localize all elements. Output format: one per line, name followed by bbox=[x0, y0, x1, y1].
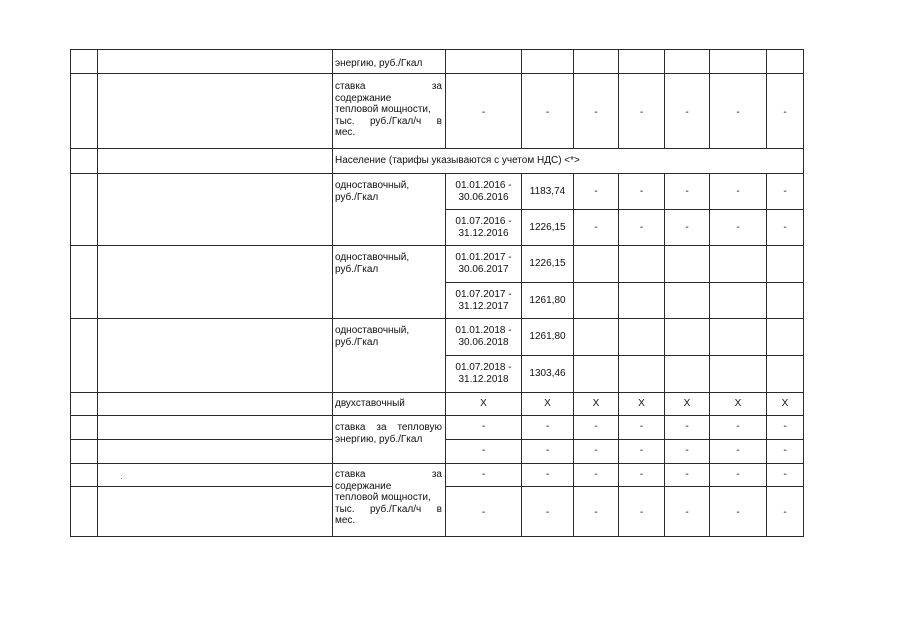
desc-line: мес. bbox=[335, 127, 356, 138]
period-start: 01.01.2016 - bbox=[455, 180, 512, 191]
desc-line bbox=[335, 422, 442, 434]
desc-line bbox=[335, 469, 442, 481]
rule bbox=[70, 73, 803, 74]
value-cell: - bbox=[481, 445, 486, 456]
value-cell: X bbox=[544, 398, 551, 409]
value-cell: - bbox=[685, 222, 689, 233]
value-cell: - bbox=[594, 107, 598, 118]
rule bbox=[709, 49, 710, 149]
label-line: руб./Гкал bbox=[335, 336, 379, 348]
desc-line: мес. bbox=[335, 515, 356, 526]
value-cell: - bbox=[685, 107, 689, 118]
period-start: 01.07.2016 - bbox=[455, 216, 512, 227]
period-end: 31.12.2017 bbox=[458, 300, 509, 312]
rule bbox=[70, 439, 332, 440]
scan-speck bbox=[121, 478, 122, 479]
desc-line: содержание bbox=[335, 92, 392, 104]
period-cell bbox=[446, 325, 521, 348]
rule bbox=[70, 148, 803, 149]
value-cell: - bbox=[685, 421, 689, 432]
desc-word: тепловую bbox=[397, 422, 442, 433]
desc-line bbox=[335, 116, 442, 128]
rule bbox=[97, 49, 98, 537]
value-cell: - bbox=[594, 421, 598, 432]
value-cell: X bbox=[683, 398, 691, 409]
desc-line: тепловой мощности, bbox=[335, 104, 431, 115]
tariff-value: 1226,15 bbox=[529, 222, 566, 233]
value-cell: - bbox=[545, 507, 550, 518]
cell-desc-heat-energy-cont: энергию, руб./Гкал bbox=[335, 58, 423, 69]
cell-desc-power-rate-1 bbox=[335, 81, 442, 139]
desc-line bbox=[335, 504, 442, 516]
period-cell bbox=[446, 216, 521, 239]
label-line: руб./Гкал bbox=[335, 191, 379, 203]
desc-word: тыс. bbox=[335, 115, 355, 127]
rule bbox=[70, 392, 803, 393]
value-cell: - bbox=[639, 107, 644, 118]
value-cell: - bbox=[783, 107, 787, 118]
rule bbox=[445, 439, 803, 440]
rule bbox=[332, 49, 333, 537]
value-cell: - bbox=[545, 421, 550, 432]
value-cell: - bbox=[639, 507, 644, 518]
period-cell bbox=[446, 252, 521, 275]
value-cell: - bbox=[594, 507, 598, 518]
value-cell: - bbox=[639, 186, 644, 197]
desc-word: тыс. bbox=[335, 503, 355, 515]
value-cell: - bbox=[685, 469, 689, 480]
value-cell: - bbox=[783, 507, 787, 518]
period-start: 01.07.2017 - bbox=[455, 289, 512, 300]
period-cell bbox=[446, 362, 521, 385]
label-line: одноставочный, bbox=[335, 252, 410, 263]
two-rate-label: двухставочный bbox=[335, 398, 405, 409]
label-line: одноставочный, bbox=[335, 180, 410, 191]
label-line: одноставочный, bbox=[335, 325, 410, 336]
single-rate-label bbox=[335, 325, 409, 348]
desc-word: ставка bbox=[335, 422, 366, 433]
desc-word: ставка bbox=[335, 81, 366, 92]
value-cell: X bbox=[480, 398, 487, 409]
desc-line: энергию, руб./Гкал bbox=[335, 433, 423, 445]
rule bbox=[803, 49, 804, 537]
value-cell: - bbox=[736, 421, 740, 432]
value-cell: - bbox=[545, 107, 550, 118]
tariff-value: 1226,15 bbox=[529, 258, 566, 269]
rule bbox=[445, 282, 803, 283]
tariff-value: 1261,80 bbox=[529, 331, 566, 342]
value-cell: - bbox=[639, 469, 644, 480]
period-end: 30.06.2018 bbox=[458, 336, 509, 348]
tariff-value: 1183,74 bbox=[529, 186, 566, 197]
rule bbox=[70, 173, 803, 174]
rule bbox=[445, 355, 803, 356]
single-rate-label bbox=[335, 180, 409, 203]
rule bbox=[766, 49, 767, 149]
period-end: 30.06.2016 bbox=[458, 191, 509, 203]
rule bbox=[70, 245, 803, 246]
value-cell: - bbox=[594, 469, 598, 480]
value-cell: X bbox=[734, 398, 742, 409]
desc-word: в bbox=[436, 503, 442, 515]
desc-word: руб./Гкал/ч bbox=[369, 503, 422, 515]
desc-line bbox=[335, 81, 442, 93]
label-line: руб./Гкал bbox=[335, 263, 379, 275]
desc-line: содержание bbox=[335, 480, 392, 492]
rule bbox=[573, 49, 574, 149]
rule bbox=[70, 486, 332, 487]
period-end: 31.12.2016 bbox=[458, 227, 509, 239]
value-cell: X bbox=[592, 398, 600, 409]
value-cell: - bbox=[481, 107, 486, 118]
rule bbox=[70, 49, 803, 50]
value-cell: - bbox=[685, 186, 689, 197]
rule bbox=[521, 49, 522, 149]
desc-word: за bbox=[376, 422, 387, 433]
value-cell: - bbox=[736, 507, 740, 518]
value-cell: - bbox=[639, 421, 644, 432]
value-cell: - bbox=[685, 445, 689, 456]
desc-word: за bbox=[431, 469, 442, 480]
rule bbox=[445, 486, 803, 487]
desc-line: тепловой мощности, bbox=[335, 492, 431, 503]
single-rate-label bbox=[335, 252, 409, 275]
period-start: 01.01.2018 - bbox=[455, 325, 512, 336]
value-cell: - bbox=[736, 186, 740, 197]
desc-word: в bbox=[436, 115, 442, 127]
rule bbox=[70, 536, 803, 537]
rule bbox=[70, 415, 803, 416]
rule bbox=[618, 49, 619, 149]
value-cell: - bbox=[594, 222, 598, 233]
rule bbox=[445, 49, 446, 149]
period-end: 30.06.2017 bbox=[458, 263, 509, 275]
value-cell: - bbox=[545, 445, 550, 456]
value-cell: - bbox=[736, 469, 740, 480]
value-cell: - bbox=[783, 186, 787, 197]
value-cell: - bbox=[783, 421, 787, 432]
value-cell: - bbox=[481, 469, 486, 480]
value-cell: - bbox=[736, 107, 740, 118]
period-start: 01.01.2017 - bbox=[455, 252, 512, 263]
cell-desc-heat-energy-rate bbox=[335, 422, 442, 445]
period-cell bbox=[446, 180, 521, 203]
population-section-header: Население (тарифы указываются с учетом НДС) <*> bbox=[335, 155, 580, 166]
rule bbox=[70, 463, 803, 464]
value-cell: - bbox=[783, 469, 787, 480]
cell-desc-power-rate-2 bbox=[335, 469, 442, 527]
value-cell: - bbox=[783, 222, 787, 233]
desc-word: руб./Гкал/ч bbox=[369, 115, 422, 127]
rule bbox=[445, 209, 803, 210]
value-cell: - bbox=[481, 507, 486, 518]
value-cell: - bbox=[783, 445, 787, 456]
value-cell: X bbox=[781, 398, 789, 409]
rule bbox=[70, 318, 803, 319]
value-cell: - bbox=[545, 469, 550, 480]
rule bbox=[664, 49, 665, 149]
value-cell: - bbox=[736, 445, 740, 456]
value-cell: - bbox=[639, 222, 644, 233]
value-cell: X bbox=[638, 398, 645, 409]
rule bbox=[70, 49, 71, 537]
period-cell bbox=[446, 289, 521, 312]
value-cell: - bbox=[685, 507, 689, 518]
tariff-value: 1261,80 bbox=[529, 295, 566, 306]
tariff-value: 1303,46 bbox=[529, 368, 566, 379]
value-cell: - bbox=[736, 222, 740, 233]
value-cell: - bbox=[481, 421, 486, 432]
value-cell: - bbox=[594, 445, 598, 456]
period-start: 01.07.2018 - bbox=[455, 362, 512, 373]
desc-word: ставка bbox=[335, 469, 366, 480]
period-end: 31.12.2018 bbox=[458, 373, 509, 385]
value-cell: - bbox=[594, 186, 598, 197]
desc-word: за bbox=[431, 81, 442, 92]
value-cell: - bbox=[639, 445, 644, 456]
